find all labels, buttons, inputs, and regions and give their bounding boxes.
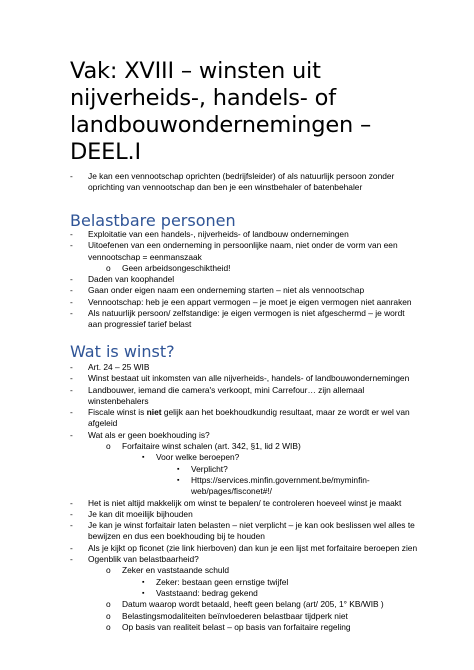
list-item xyxy=(70,240,420,263)
list-item-text: Zeker: bestaan geen ernstige twijfel xyxy=(156,576,289,587)
list-item xyxy=(70,430,420,441)
list-item-text: Voor welke beroepen? xyxy=(156,452,240,463)
list-item xyxy=(70,464,420,475)
list-item-text: Ogenblik van belastbaarheid? xyxy=(88,554,199,565)
bullet-marker: - xyxy=(70,373,73,384)
list-item xyxy=(70,263,420,274)
list-item xyxy=(70,475,420,498)
list-item xyxy=(70,577,420,588)
list-item xyxy=(70,520,420,543)
bullet-marker: - xyxy=(70,285,73,296)
list-item-emphasis: niet xyxy=(146,407,162,418)
list-item xyxy=(70,297,420,308)
bullet-marker: ▪ xyxy=(142,578,145,586)
list-item-text: Winst bestaat uit inkomsten van alle nijverheids-, handels- of landbouwondernemingen xyxy=(88,373,410,384)
section-heading-belastbare-personen: Belastbare personen xyxy=(70,211,236,230)
list-item xyxy=(70,407,420,430)
bullet-marker: - xyxy=(70,171,73,181)
list-item xyxy=(70,599,420,610)
list-item xyxy=(70,274,420,285)
list-item-text: Wat als er geen boekhouding is? xyxy=(88,429,210,440)
list-item xyxy=(70,622,420,633)
list-item xyxy=(70,452,420,463)
bullet-marker: - xyxy=(70,274,73,285)
bullet-marker: - xyxy=(70,362,73,372)
bullet-marker: - xyxy=(70,407,73,418)
list-item-text: Je kan dit moeilijk bijhouden xyxy=(88,508,193,519)
list-item xyxy=(70,611,420,622)
list-item-text: Fiscale winst is xyxy=(88,407,147,418)
list-item-text: Je kan je winst forfaitair laten belasten – niet verplicht – je kan ook beslissen wel alles te bewijzen en dus een boekhouding bij te houden xyxy=(88,520,415,542)
list-item-text: Je kan een vennootschap oprichten (bedrijfsleider) of als natuurlijk persoon zonder oprichting van vennootschap dan ben je een winstbehaler of batenbehaler xyxy=(88,171,395,193)
list-item-text: Uitoefenen van een onderneming in persoonlijke naam, niet onder de vorm van een vennootschap = eenmanszaak xyxy=(88,240,398,262)
list-item xyxy=(70,373,420,384)
list-item-text: Gaan onder eigen naam een onderneming starten – niet als vennootschap xyxy=(88,285,365,296)
bullet-marker: - xyxy=(70,497,73,508)
belastbare-personen-list xyxy=(70,229,420,331)
bullet-marker: - xyxy=(70,508,73,519)
document-title: Vak: XVIII – winsten uit nijverheids-, handels- of landbouwondernemingen – DEEL.I xyxy=(70,58,372,165)
list-item-text: Datum waarop wordt betaald, heeft geen belang (art/ 205, 1° KB/WIB ) xyxy=(122,599,384,610)
bullet-marker: - xyxy=(70,520,73,531)
list-item xyxy=(70,285,420,296)
bullet-marker: - xyxy=(70,240,73,251)
list-item-text: Forfaitaire winst schalen (art. 342, §1, lid 2 WIB) xyxy=(122,441,301,452)
list-item xyxy=(70,229,420,240)
bullet-marker: - xyxy=(70,296,73,307)
list-item xyxy=(70,565,420,576)
bullet-marker: - xyxy=(70,384,73,395)
list-item-text: Art. 24 – 25 WIB xyxy=(88,362,150,372)
list-item-text: Zeker en vaststaande schuld xyxy=(122,565,230,576)
list-item xyxy=(70,441,420,452)
list-item xyxy=(70,498,420,509)
list-item xyxy=(70,554,420,565)
list-item xyxy=(70,171,420,194)
list-item-text: Https://services.minfin.government.be/myminfin-web/pages/fisconet#!/ xyxy=(191,474,370,497)
list-item-text: Op basis van realiteit belast – op basis van forfaitaire regeling xyxy=(122,621,351,632)
bullet-marker: ▪ xyxy=(142,454,145,462)
wat-is-winst-list xyxy=(70,362,420,633)
bullet-marker: ▪ xyxy=(142,589,145,597)
list-item-text: Vennootschap: heb je een appart vermogen – je moet je eigen vermogen niet aanraken xyxy=(88,296,412,307)
bullet-marker: - xyxy=(70,229,73,239)
list-item-text: Het is niet altijd makkelijk om winst te bepalen/ te controleren hoeveel winst je maakt xyxy=(88,497,402,508)
list-item xyxy=(70,308,420,331)
section-heading-wat-is-winst: Wat is winst? xyxy=(70,342,175,361)
list-item-text: Geen arbeidsongeschiktheid! xyxy=(122,262,231,273)
list-item-text: Landbouwer, iemand die camera's verkoopt, mini Carrefour… zijn allemaal winstenbehalers xyxy=(88,384,365,406)
list-item xyxy=(70,385,420,408)
list-item-text: Vaststaand: bedrag gekend xyxy=(156,587,258,598)
bullet-marker: o xyxy=(106,610,111,621)
list-item-text: Als natuurlijk persoon/ zelfstandige: je eigen vermogen is niet afgeschermd – je wordt aan progressief tarief belast xyxy=(88,308,405,330)
list-item xyxy=(70,362,420,373)
bullet-marker: o xyxy=(106,565,111,576)
bullet-marker: ▪ xyxy=(177,465,180,473)
list-item-text: Als je kijkt op ficonet (zie link hierboven) dan kun je een lijst met forfaitaire beroepen zien xyxy=(88,542,418,553)
list-item-text: Exploitatie van een handels-, nijverheids- of landbouw ondernemingen xyxy=(88,229,349,239)
bullet-marker: - xyxy=(70,542,73,553)
list-item xyxy=(70,509,420,520)
bullet-marker: o xyxy=(106,441,111,452)
bullet-marker: o xyxy=(106,599,111,610)
bullet-marker: ▪ xyxy=(177,476,180,484)
list-item xyxy=(70,588,420,599)
list-item-text: Belastingsmodaliteiten beïnvloederen belastbaar tijdperk niet xyxy=(122,610,348,621)
bullet-marker: - xyxy=(70,429,73,440)
bullet-marker: - xyxy=(70,308,73,319)
bullet-marker: o xyxy=(106,262,111,273)
list-item-text: Daden van koophandel xyxy=(88,274,175,285)
list-item-text: gelijk aan het boekhoudkundig resultaat, maar ze wordt er wel van afgeleid xyxy=(88,407,410,429)
bullet-marker: o xyxy=(106,621,111,632)
bullet-marker: - xyxy=(70,554,73,565)
list-item xyxy=(70,543,420,554)
intro-list xyxy=(70,171,420,194)
list-item-text: Verplicht? xyxy=(191,463,228,474)
